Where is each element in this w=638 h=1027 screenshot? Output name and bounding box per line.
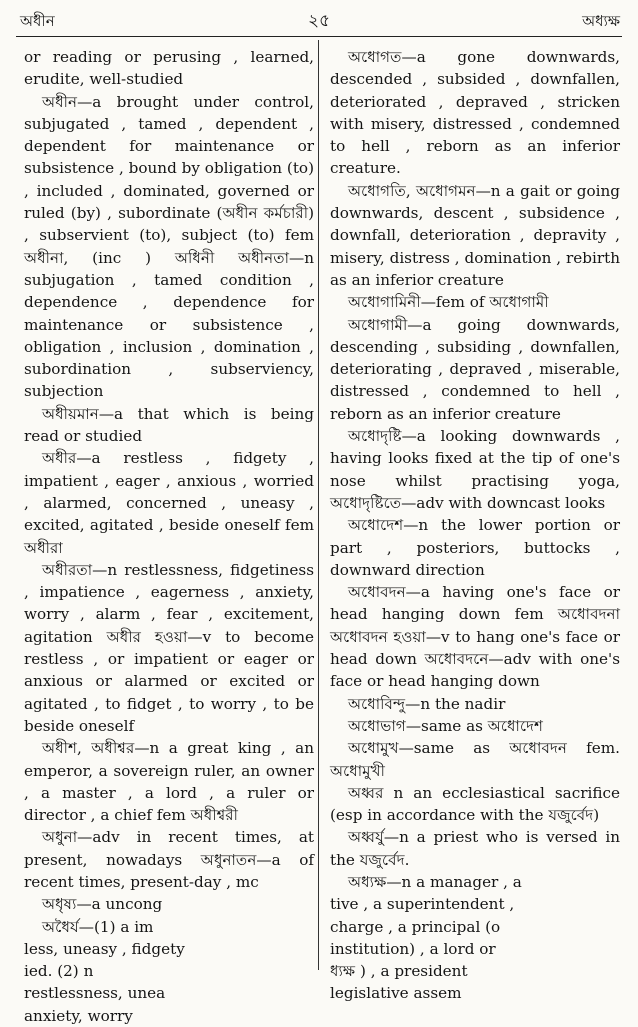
dictionary-entry: অধোদৃষ্টি—a looking downwards , having looks fixed at the tip of one's nose whilst practising yoga, অধোদৃষ্টিতে—adv with downcast looks [330,427,620,512]
dictionary-entry: অধ্যক্ষ—n a manager , a [348,872,522,891]
dictionary-entry: অধুনা—adv in recent times, at present, nowadays অধুনাতন—a of recent times, present-day , mc [24,828,314,891]
dictionary-entry: charge , a principal (o [330,917,501,936]
dictionary-entry: অধৃষ্য—a uncong [42,895,163,914]
dictionary-entry: tive , a superintendent , [330,895,515,914]
dictionary-entry: restlessness, unea [24,984,166,1003]
dictionary-entry: ধ্যক্ষ ) , a president [330,962,468,981]
dictionary-entry: অধোগামিনী—fem of অধোগামী [348,293,549,312]
column-divider [318,40,319,970]
dictionary-entry: অধোমুখ—same as অধোবদন fem. অধোমুখী [330,739,620,780]
dictionary-entry: অধোভাগ—same as অধোদেশ [348,716,544,735]
dictionary-entry: অধীশ, অধীশ্বর—n a great king , an emperor, a sovereign ruler, an owner , a master , a lord , a ruler or director , a chief fem অধীশ্বরী [24,739,314,825]
dictionary-entry: অধোবিন্দু—n the nadir [348,694,506,713]
header-first-word: অধীন [20,12,55,30]
dictionary-entry: institution) , a lord or [330,939,496,958]
dictionary-entry: or reading or perusing , learned, erudite, well-studied [24,48,314,89]
right-column [330,46,620,1005]
dictionary-entry: anxiety, worry [24,1006,133,1025]
dictionary-entry: অধোগতি, অধোগমন—n a gait or going downwards, descent , subsidence , downfall, deterioration , depravity , misery, distress , domination , rebirth as an inferior creature [330,181,620,289]
dictionary-entry: অধ্বর্যু—n a priest who is versed in the যজুর্বেদ. [330,828,620,869]
dictionary-entry: অধীর—a restless , fidgety , impatient , eager , anxious , worried , alarmed, concerned , uneasy , excited, agitated , beside oneself fem অধীরা [24,449,314,557]
header-last-word: অধ্যক্ষ [582,12,620,30]
dictionary-entry: অধোগামী—a going downwards, descending , subsiding , downfallen, deteriorating , depraved , miserable, distressed , condemned to hell , reborn as an inferior creature [330,315,620,423]
dictionary-entry: অধোবদন—a having one's face or head hanging down fem অধোবদনা অধোবদন হওয়া—v to hang one's face or head down অধোবদনে—adv with one's face or head hanging down [330,583,620,691]
dictionary-entry: অধীন—a brought under control, subjugated , tamed , dependent , dependent for maintenance or subsistence , bound by obligation (to) , included , dominated, governed or ruled (by) , subordinate (অধীন কর্মচারী) , subservient (to), subject (to) fem অধীনা, (inc ) অধিনী অধীনতা—n subjugation , tamed condition , dependence , dependence for maintenance or subsistence , obligation , inclusion , domination , subordination , subserviency, subjection [24,92,314,401]
dictionary-entry: অধোগত—a gone downwards, descended , subsided , downfallen, deteriorated , depraved , stricken with misery, distressed , condemned to hell , reborn as an inferior creature. [330,48,620,178]
dictionary-entry: অধোদেশ—n the lower portion or part , posteriors, buttocks , downward direction [330,516,620,579]
dictionary-entry: ied. (2) n [24,962,94,981]
dictionary-entry: অধীয়মান—a that which is being read or studied [24,404,314,446]
left-column [24,46,314,1027]
page-number: ২৫ [307,11,331,31]
dictionary-entry: অধীরতা—n restlessness, fidgetiness , impatience , eagerness , anxiety, worry , alarm , fear , excitement, agitation অধীর হওয়া—v to become restless , or impatient or eager or anxious or alarmed or excited or agitated , to fidget , to worry , to be beside oneself [24,560,314,735]
dictionary-entry: less, uneasy , fidgety [24,939,185,958]
dictionary-entry: অধ্বর n an ecclesiastical sacrifice (esp in accordance with the যজুর্বেদ) [330,783,620,825]
dictionary-entry: অধৈর্য—(1) a im [42,917,154,936]
page-header [16,6,622,37]
dictionary-entry: legislative assem [330,984,462,1003]
